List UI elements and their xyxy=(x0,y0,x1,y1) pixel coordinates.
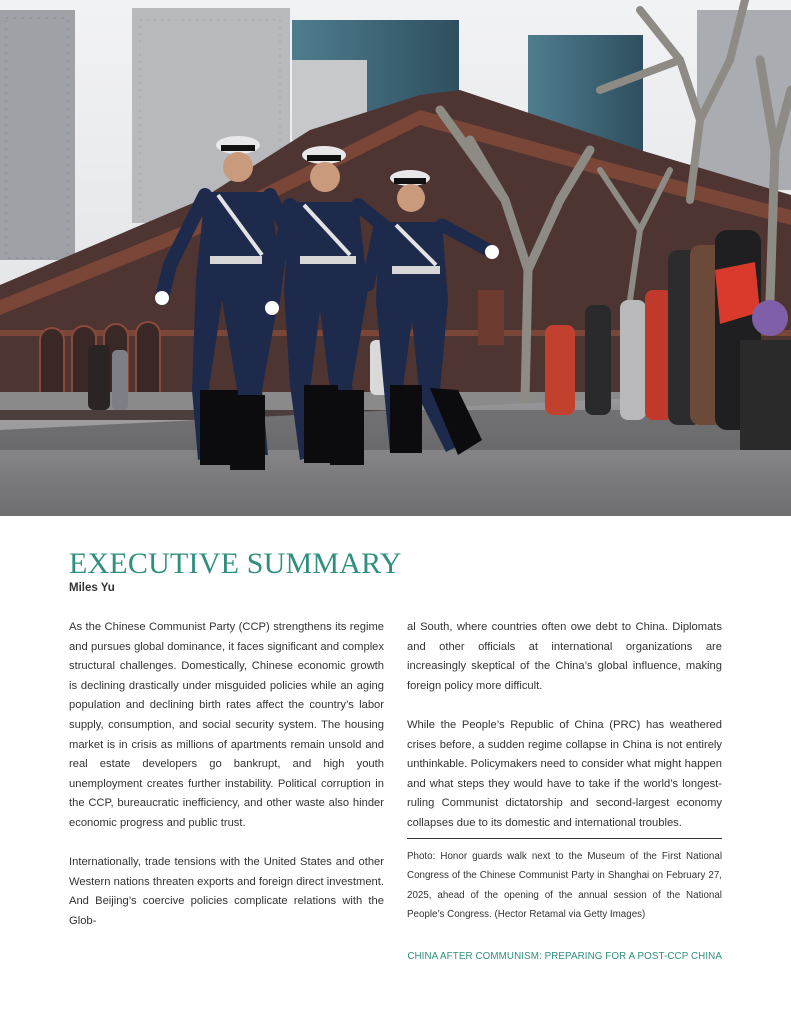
body-paragraph: Internationally, trade tensions with the United States and other Western nations threaten exports and foreign direct investment. And Beijing’s coercive policies complicate relations with the Glob- xyxy=(69,856,384,927)
left-column xyxy=(69,618,384,951)
body-paragraph: While the People’s Republic of China (PRC) has weathered crises before, a sudden regime collapse in China is not entirely unthinkable. Policymakers need to consider what might happen and what steps they would have to take if the world’s longest-ruling Communist dictatorship and second-largest economy collapses due to its domestic and international troubles. xyxy=(407,718,722,829)
body-paragraph: As the Chinese Communist Party (CCP) strengthens its regime and pursues global dominance, it faces significant and complex structural challenges. Domestically, Chinese economic growth is declining drastically under misguided policies while an aging population and declining birth rates affect the country’s labor supply, consumption, and social security system. The housing market is in crisis as millions of apartments remain unsold and real estate developers go bankrupt, and high youth unemployment creates further instability. Political corruption in the CCP, bureaucratic inefficiency, and other waste also hinder economic progress and public trust. xyxy=(69,621,384,829)
photo-caption: Photo: Honor guards walk next to the Museum of the First National Congress of the Chinese Communist Party in Shanghai on February 27, 2025, ahead of the opening of the annual session of the National People’s Congress. (Hector Retamal via Getty Images) xyxy=(407,850,722,921)
caption-divider xyxy=(407,838,722,839)
page-title: EXECUTIVE SUMMARY xyxy=(69,547,402,580)
author-name: Miles Yu xyxy=(69,582,115,594)
body-paragraph: al South, where countries often owe debt to China. Diplomats and other officials at international organizations are increasingly skeptical of the China’s global influence, making foreign policy more difficult. xyxy=(407,621,722,692)
running-footer: CHINA AFTER COMMUNISM: PREPARING FOR A POST-CCP CHINA xyxy=(407,951,722,962)
right-column xyxy=(407,618,722,925)
